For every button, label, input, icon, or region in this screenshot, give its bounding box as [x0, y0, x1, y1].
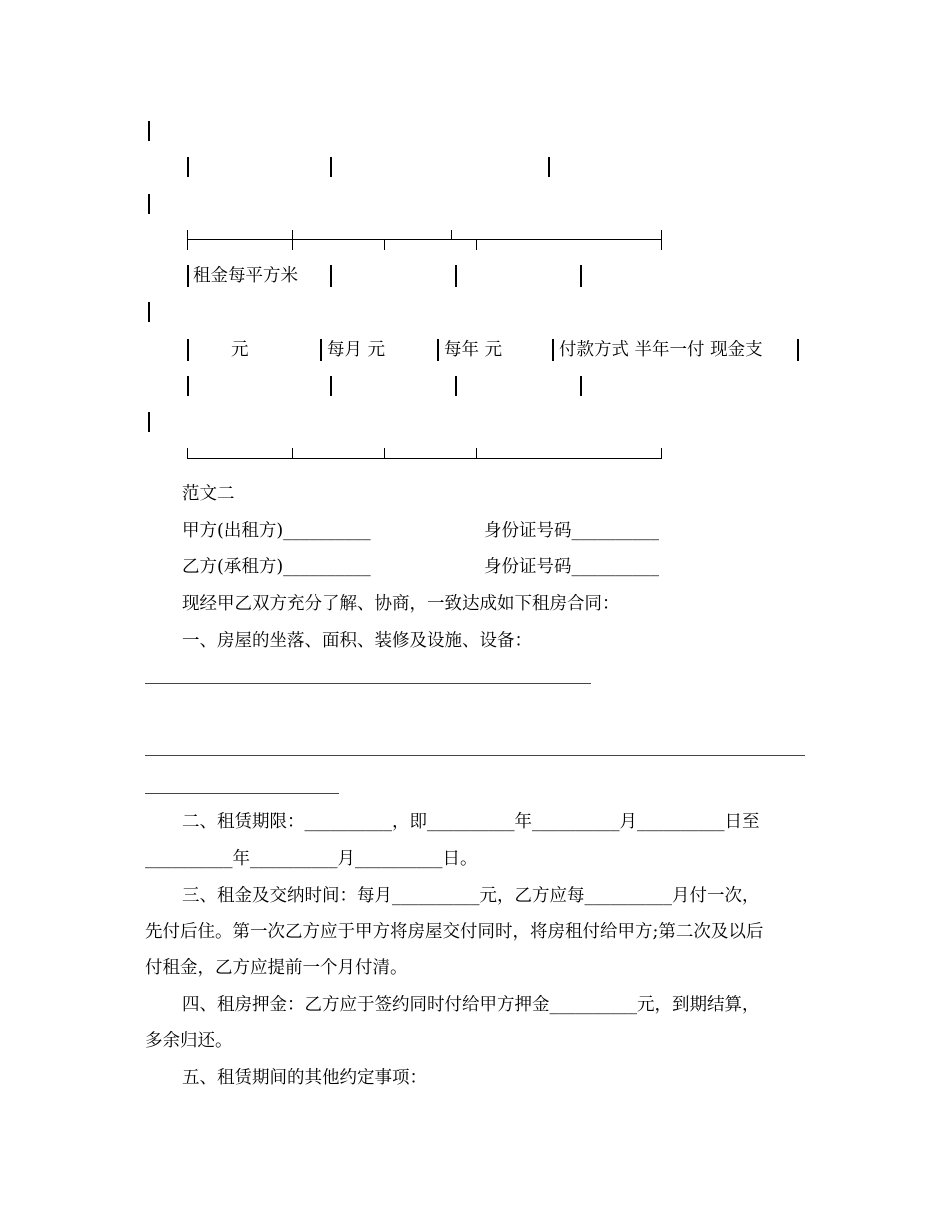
table-border-left-3 — [148, 302, 150, 322]
table-tick — [661, 230, 662, 250]
table-cell-border — [437, 339, 439, 361]
clause1-title: 一、房屋的坐落、面积、装修及设施、设备： — [182, 631, 532, 651]
table-tick — [476, 448, 477, 459]
table-tick — [187, 230, 188, 250]
clause3-line1: 三、租金及交纳时间：每月__________元，乙方应每__________月付一次， — [182, 886, 760, 906]
table-row1-label: 租金每平方米 — [193, 266, 298, 286]
table-top-rule — [187, 239, 662, 240]
table-row2-payment: 付款方式 半年一付 现金支 — [559, 340, 763, 360]
clause3-line3: 付租金，乙方应提前一个月付清。 — [145, 958, 408, 978]
table-cell-border — [330, 157, 332, 177]
table-border-left-2 — [148, 194, 150, 214]
table-row2-monthly: 每月 元 — [327, 340, 386, 360]
blank-line — [145, 755, 805, 756]
blank-line — [145, 683, 591, 684]
table-cell-border — [797, 339, 799, 361]
table-tick — [384, 448, 385, 459]
table-tick — [187, 448, 188, 459]
table-cell-border — [187, 339, 189, 361]
table-tick — [292, 448, 293, 459]
table-cell-border — [580, 376, 582, 396]
clause2-line2: __________年__________月__________日。 — [145, 849, 478, 869]
table-cell-border — [548, 157, 550, 177]
table-cell-border — [187, 157, 189, 177]
table-cell-border — [552, 339, 554, 361]
table-cell-border — [330, 265, 332, 287]
intro-paragraph: 现经甲乙双方充分了解、协商，一致达成如下租房合同： — [182, 594, 620, 614]
table-tick — [292, 230, 293, 250]
section-title: 范文二 — [182, 484, 235, 504]
table-tick — [384, 239, 385, 250]
table-row2-yearly: 每年 元 — [444, 340, 503, 360]
table-tick — [661, 448, 662, 459]
table-border-left-1 — [148, 121, 150, 141]
clause5-title: 五、租赁期间的其他约定事项： — [182, 1068, 427, 1088]
clause2-line1: 二、租赁期限：__________，即__________年__________月__________日至 — [182, 812, 760, 832]
table-tick — [476, 239, 477, 250]
party-a-id: 身份证号码__________ — [484, 521, 659, 541]
table-cell-border — [320, 339, 322, 361]
clause3-line2: 先付后住。第一次乙方应于甲方将房屋交付同时，将房租付给甲方;第二次及以后 — [145, 922, 764, 942]
clause4-line1: 四、租房押金：乙方应于签约同时付给甲方押金__________元，到期结算， — [182, 995, 760, 1015]
table-row2-unit: 元 — [231, 340, 249, 360]
party-b-id: 身份证号码__________ — [484, 557, 659, 577]
table-cell-border — [455, 376, 457, 396]
table-cell-border — [187, 376, 189, 396]
clause4-line2: 多余归还。 — [145, 1031, 233, 1051]
blank-line — [145, 793, 339, 794]
table-bottom-rule — [187, 458, 662, 459]
table-cell-border — [187, 265, 189, 287]
party-a-label: 甲方(出租方)__________ — [182, 521, 371, 541]
table-cell-border — [455, 265, 457, 287]
table-cell-border — [330, 376, 332, 396]
table-tick — [451, 230, 452, 240]
table-border-left-4 — [148, 412, 150, 432]
party-b-label: 乙方(承租方)__________ — [182, 557, 371, 577]
table-cell-border — [580, 265, 582, 287]
